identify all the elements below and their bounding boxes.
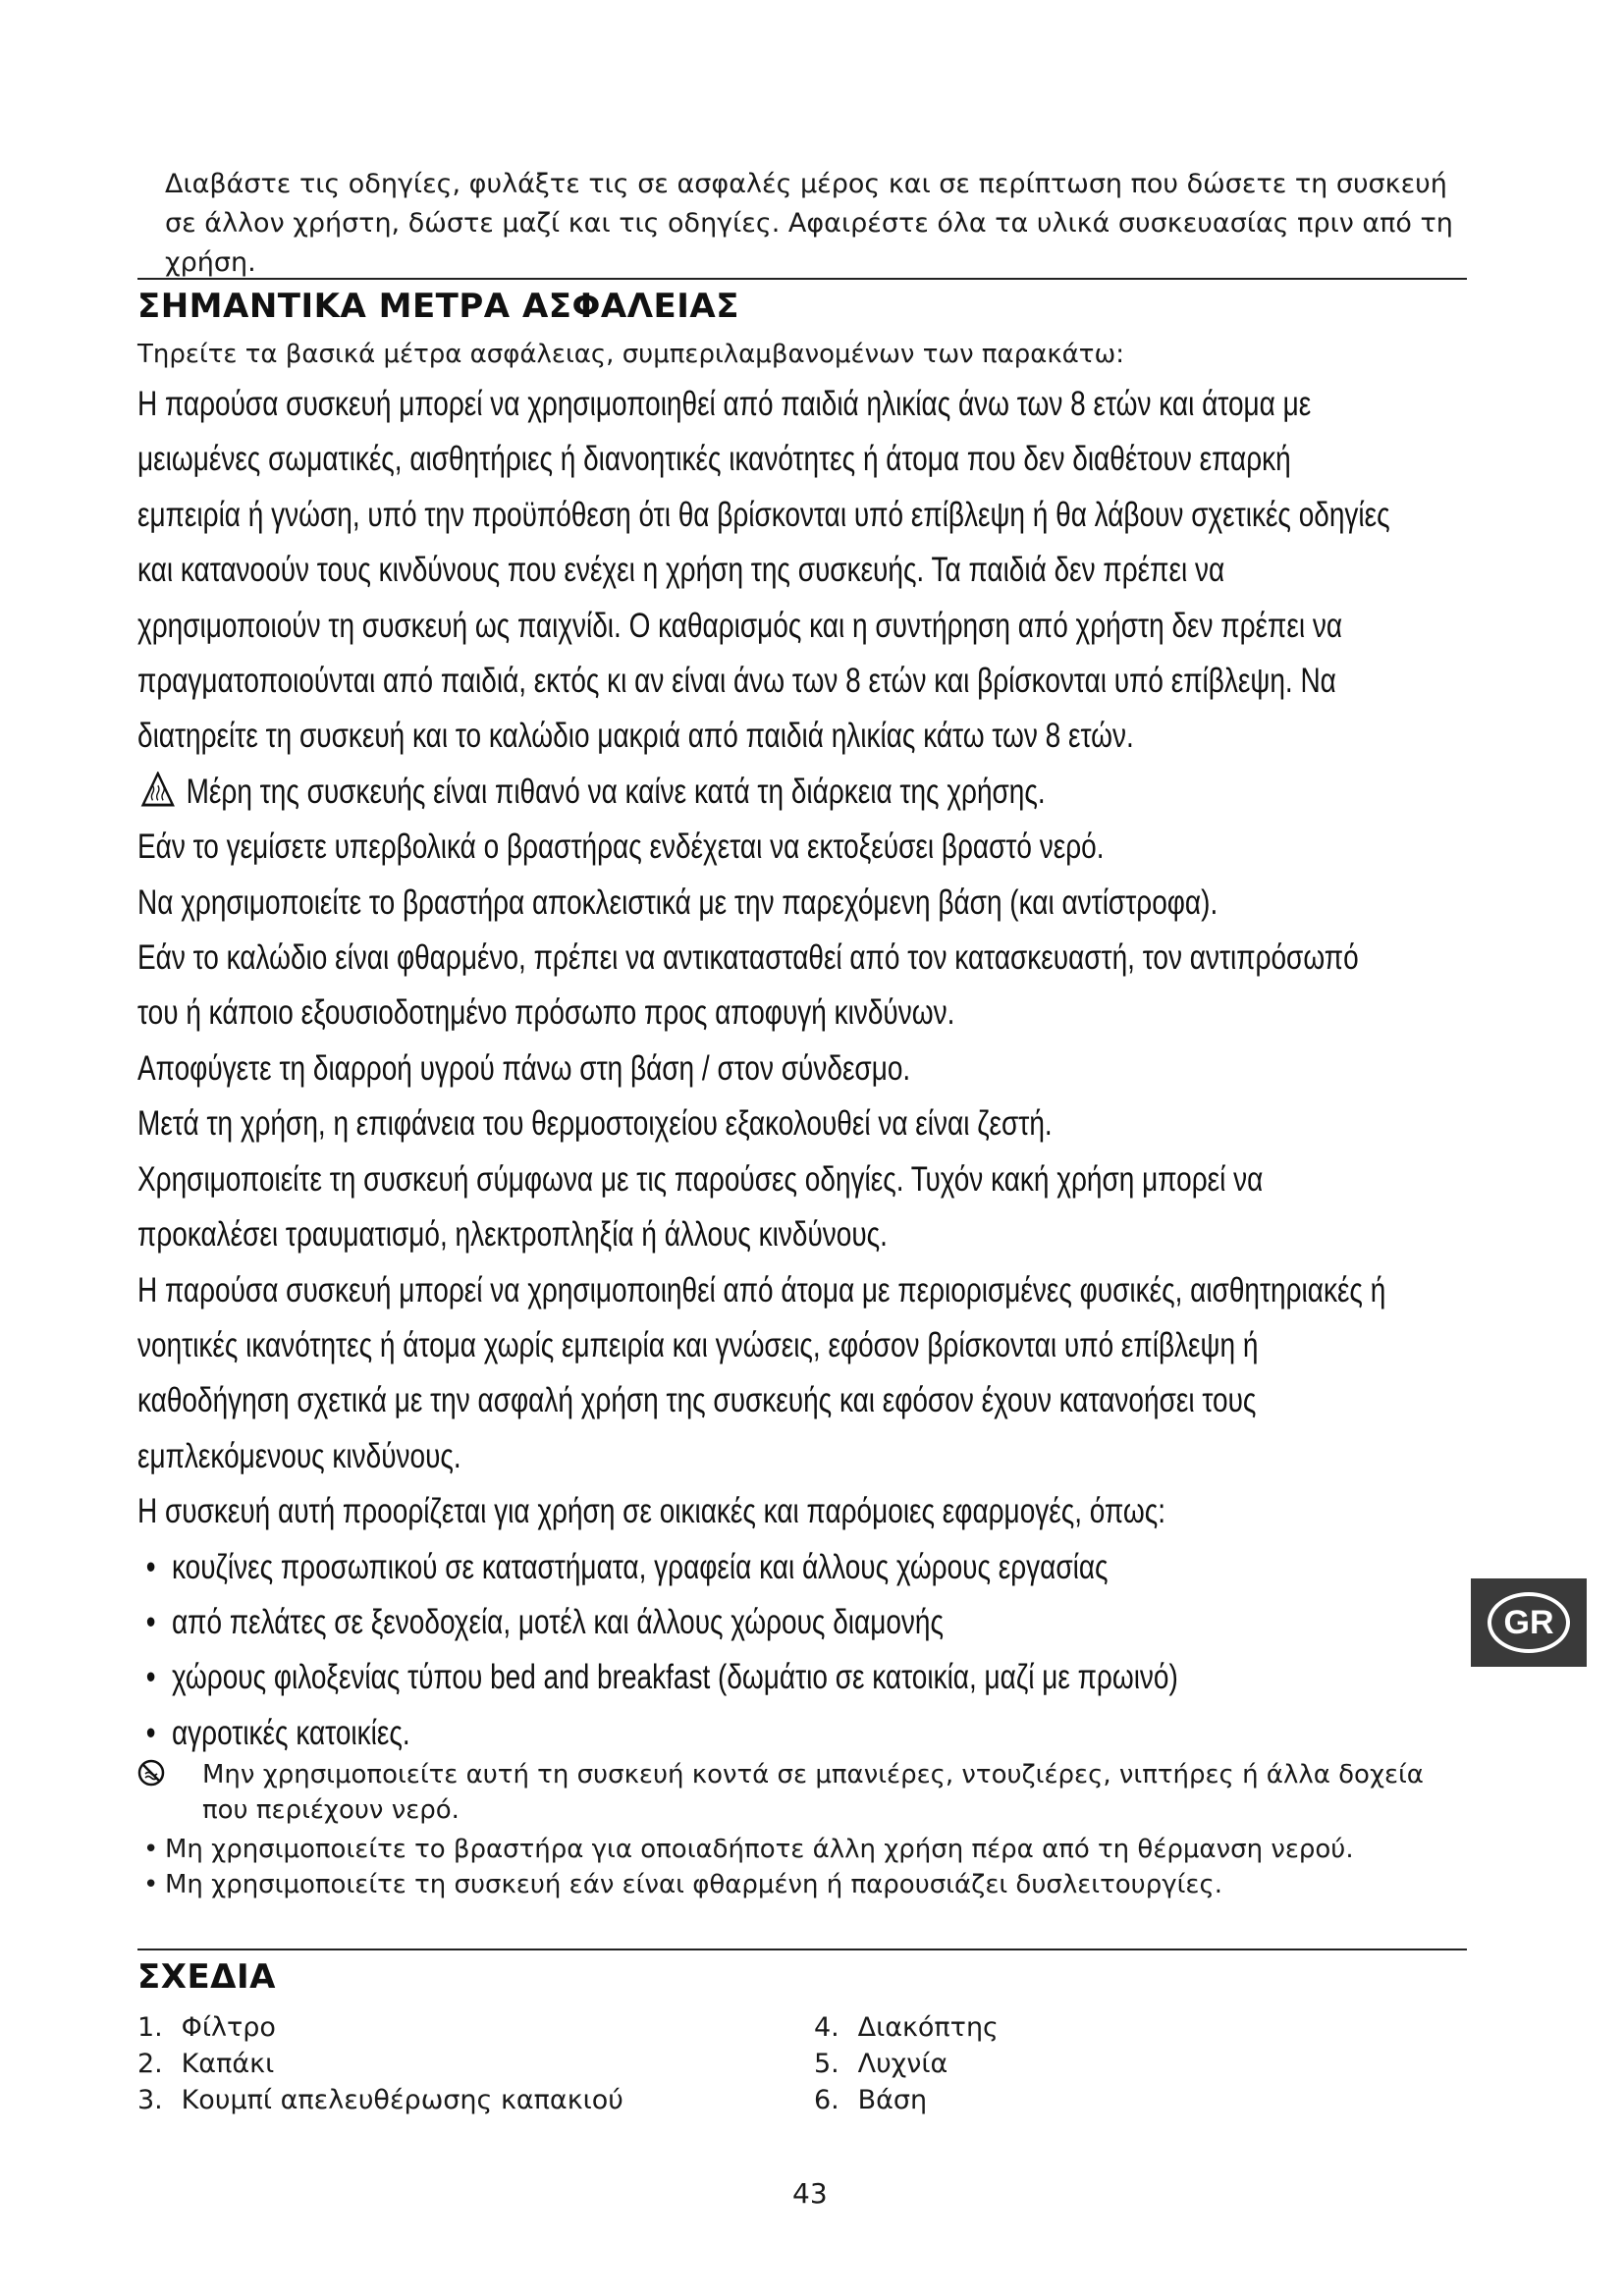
safety-line: Να χρησιμοποιείτε το βραστήρα αποκλειστικά με την παρεχόμενη βάση (και αντίστροφα). bbox=[137, 882, 1218, 922]
language-tab bbox=[1471, 1578, 1587, 1667]
water-warning-row bbox=[137, 1757, 1473, 1828]
safety-line: εμπειρία ή γνώση, υπό την προϋπόθεση ότι θα βρίσκονται υπό επίβλεψη ή θα λάβουν σχετικές οδηγίες bbox=[137, 495, 1390, 534]
list-item: • κουζίνες προσωπικού σε καταστήματα, γραφεία και άλλους χώρους εργασίας bbox=[145, 1547, 1109, 1586]
safety-line: Μετά τη χρήση, η επιφάνεια του θερμοστοιχείου εξακολουθεί να είναι ζεστή. bbox=[137, 1104, 1053, 1144]
no-water-icon bbox=[137, 1759, 165, 1787]
language-badge bbox=[1488, 1592, 1570, 1653]
design-heading: ΣΧΕΔΙΑ bbox=[137, 1957, 276, 1997]
safety-line: και κατανοούν τους κινδύνους που ενέχει η χρήση της συσκευής. Τα παιδιά δεν πρέπει να bbox=[137, 551, 1225, 590]
safety-line: μειωμένες σωματικές, αισθητήριες ή διανοητικές ικανότητες ή άτομα που δεν διαθέτουν επαρκή bbox=[137, 440, 1291, 479]
list-item: 1. Φίλτρο bbox=[137, 2012, 276, 2043]
section-divider bbox=[137, 278, 1467, 280]
list-item: 6. Βάση bbox=[814, 2085, 928, 2115]
safety-line: του ή κάποιο εξουσιοδοτημένο πρόσωπο προς αποφυγή κινδύνων. bbox=[137, 993, 955, 1033]
safety-line: νοητικές ικανότητες ή άτομα χωρίς εμπειρία και γνώσεις, εφόσον βρίσκονται υπό επίβλεψη ή bbox=[137, 1325, 1259, 1364]
safety-subtitle: Τηρείτε τα βασικά μέτρα ασφάλειας, συμπεριλαμβανομένων των παρακάτω: bbox=[137, 340, 1124, 369]
hot-surface-warning-icon bbox=[140, 772, 175, 807]
parts-list-left bbox=[137, 2009, 623, 2118]
list-item: • αγροτικές κατοικίες. bbox=[145, 1713, 410, 1752]
safety-line: χρησιμοποιούν τη συσκευή ως παιχνίδι. Ο καθαρισμός και η συντήρηση από χρήστη δεν πρέπει να bbox=[137, 606, 1343, 645]
safety-instructions bbox=[137, 377, 1483, 1761]
safety-heading: ΣΗΜΑΝΤΙΚΑ ΜΕΤΡΑ ΑΣΦΑΛΕΙΑΣ bbox=[137, 287, 739, 326]
safety-line: Αποφύγετε τη διαρροή υγρού πάνω στη βάση / στον σύνδεσμο. bbox=[137, 1048, 911, 1088]
hot-warning-row bbox=[137, 765, 1483, 820]
intro-paragraph: Διαβάστε τις οδηγίες, φυλάξτε τις σε ασφαλές μέρος και σε περίπτωση που δώσετε τη συσκευή σε άλλον χρήστη, δώστε μαζί και τις οδηγίες. Αφαιρέστε όλα τα υλικά συσκευασίας πριν από τη χρήση. bbox=[165, 169, 1453, 278]
hot-warning-text: Μέρη της συσκευής είναι πιθανό να καίνε κατά τη διάρκεια της χρήσης. bbox=[186, 772, 1046, 811]
list-item: • από πελάτες σε ξενοδοχεία, μοτέλ και άλλους χώρους διαμονής bbox=[145, 1602, 944, 1641]
safety-line: διατηρείτε τη συσκευή και το καλώδιο μακριά από παιδιά ηλικίας κάτω των 8 ετών. bbox=[137, 717, 1134, 756]
list-item: • χώρους φιλοξενίας τύπου bed and breakfast (δωμάτιο σε κατοικία, μαζί με πρωινό) bbox=[145, 1658, 1178, 1697]
safety-line: καθοδήγηση σχετικά με την ασφαλή χρήση της συσκευής και εφόσον έχουν κατανοήσει τους bbox=[137, 1381, 1257, 1420]
list-item: 2. Καπάκι bbox=[137, 2049, 275, 2079]
list-item: 3. Κουμπί απελευθέρωσης καπακιού bbox=[137, 2085, 623, 2115]
section-divider bbox=[137, 1949, 1467, 1950]
safety-line: Χρησιμοποιείτε τη συσκευή σύμφωνα με τις παρούσες οδηγίες. Τυχόν κακή χρήση μπορεί να bbox=[137, 1159, 1264, 1199]
additional-warnings bbox=[137, 1757, 1473, 1902]
page-number: 43 bbox=[792, 2177, 828, 2210]
parts-list-right bbox=[814, 2009, 999, 2118]
list-item: • Μη χρησιμοποιείτε τη συσκευή εάν είναι φθαρμένη ή παρουσιάζει δυσλειτουργίες. bbox=[143, 1870, 1222, 1899]
safety-line: Εάν το γεμίσετε υπερβολικά ο βραστήρας ενδέχεται να εκτοξεύσει βραστό νερό. bbox=[137, 828, 1105, 867]
safety-line: προκαλέσει τραυματισμό, ηλεκτροπληξία ή άλλους κινδύνους. bbox=[137, 1215, 888, 1255]
water-warning-text: Μην χρησιμοποιείτε αυτή τη συσκευή κοντά σε μπανιέρες, ντουζιέρες, νιπτήρες ή άλλα δοχεία που περιέχουν νερό. bbox=[202, 1760, 1424, 1825]
safety-line: Η παρούσα συσκευή μπορεί να χρησιμοποιηθεί από παιδιά ηλικίας άνω των 8 ετών και άτομα με bbox=[137, 385, 1312, 423]
list-item: • Μη χρησιμοποιείτε το βραστήρα για οποιαδήποτε άλλη χρήση πέρα από τη θέρμανση νερού. bbox=[143, 1835, 1354, 1864]
safety-line: πραγματοποιούνται από παιδιά, εκτός κι αν είναι άνω των 8 ετών και βρίσκονται υπό επίβλεψη. Να bbox=[137, 662, 1336, 701]
safety-line: Η παρούσα συσκευή μπορεί να χρησιμοποιηθεί από άτομα με περιορισμένες φυσικές, αισθητηριακές ή bbox=[137, 1270, 1386, 1309]
language-label: GR bbox=[1503, 1603, 1554, 1641]
safety-line: εμπλεκόμενους κινδύνους. bbox=[137, 1436, 461, 1475]
safety-line: Η συσκευή αυτή προορίζεται για χρήση σε οικιακές και παρόμοιες εφαρμογές, όπως: bbox=[137, 1492, 1166, 1531]
list-item: 5. Λυχνία bbox=[814, 2049, 948, 2079]
safety-line: Εάν το καλώδιο είναι φθαρμένο, πρέπει να αντικατασταθεί από τον κατασκευαστή, τον αντιπρόσωπό bbox=[137, 938, 1359, 978]
list-item: 4. Διακόπτης bbox=[814, 2012, 999, 2043]
